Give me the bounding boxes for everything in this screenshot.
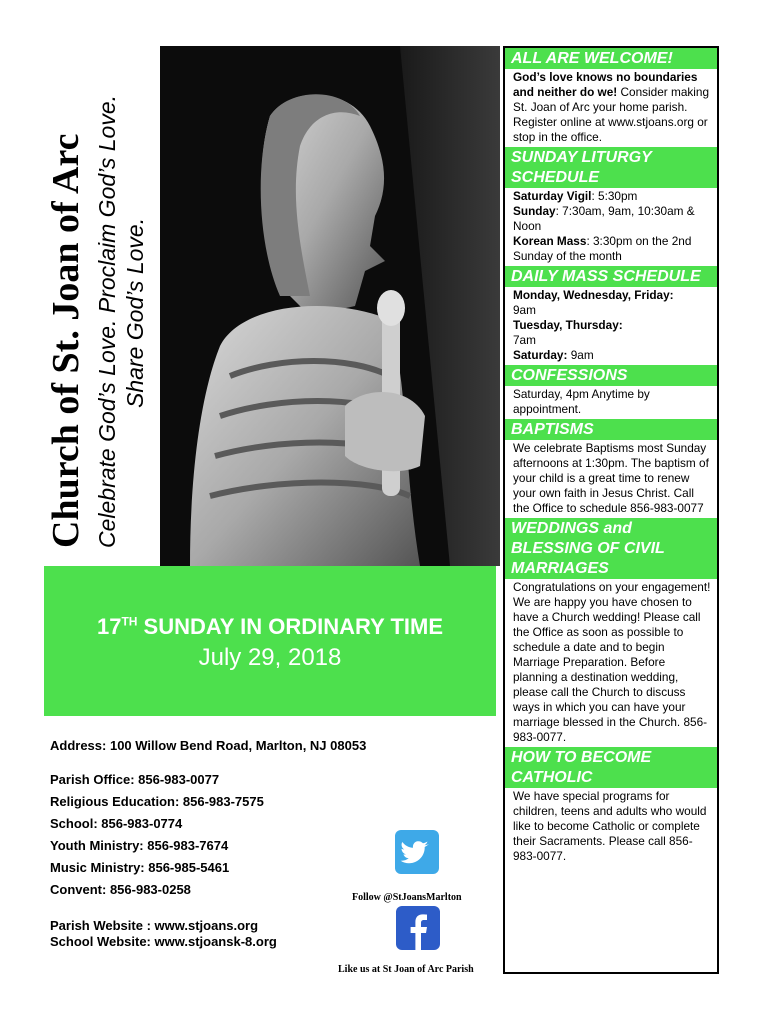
welcome-bold: God’s love knows no boundaries and neither do we! xyxy=(513,70,698,99)
banner-date: July 29, 2018 xyxy=(198,644,342,671)
church-title: Church of St. Joan of Arc xyxy=(45,133,87,548)
baptisms-heading: BAPTISMS xyxy=(503,419,719,440)
korean-mass-label: Korean Mass xyxy=(513,234,587,248)
music-ministry-phone: Music Ministry: 856-985-5461 xyxy=(50,860,230,875)
welcome-body xyxy=(505,69,717,147)
parish-website[interactable]: Parish Website : www.stjoans.org xyxy=(50,918,259,933)
sunday-times: : 7:30am, 9am, 10:30am & Noon xyxy=(513,204,695,233)
facebook-f-glyph xyxy=(396,906,440,950)
parish-office-phone: Parish Office: 856-983-0077 xyxy=(50,772,220,787)
daily-saturday-label: Saturday: xyxy=(513,348,568,362)
religious-education-phone: Religious Education: 856-983-7575 xyxy=(50,794,264,809)
tagline-line1: Celebrate God’s Love. Proclaim God’s Love. xyxy=(94,94,120,548)
become-catholic-body: We have special programs for children, teens and adults who would like to become Catholic or complete their Sacraments. Please call 856-983-0077. xyxy=(513,789,707,863)
info-column xyxy=(503,46,719,974)
baptisms-body: We celebrate Baptisms most Sunday afternoons at 1:30pm. The baptism of your child is a great time to renew your own faith in Jesus Christ. Call the Office to schedule 856-983-0077 xyxy=(513,441,709,515)
confessions-body: Saturday, 4pm Anytime by appointment. xyxy=(513,387,650,416)
tagline-line2: Share God’s Love. xyxy=(122,217,148,408)
mwf-label: Monday, Wednesday, Friday: xyxy=(513,288,674,302)
address: Address: 100 Willow Bend Road, Marlton, NJ 08053 xyxy=(50,738,367,753)
statue-illustration xyxy=(160,46,500,566)
confessions-heading: CONFESSIONS xyxy=(503,365,719,386)
twitter-caption[interactable]: Follow @StJoansMarlton xyxy=(352,892,462,903)
banner-title-text: SUNDAY IN ORDINARY TIME xyxy=(137,614,444,639)
weddings-heading: WEDDINGS and BLESSING OF CIVIL MARRIAGES xyxy=(503,518,719,579)
liturgy-heading: SUNDAY LITURGY SCHEDULE xyxy=(503,147,719,188)
mwf-time: 9am xyxy=(513,303,536,317)
school-phone: School: 856-983-0774 xyxy=(50,816,183,831)
daily-mass-heading: DAILY MASS SCHEDULE xyxy=(503,266,719,287)
welcome-heading: ALL ARE WELCOME! xyxy=(503,48,719,69)
facebook-caption[interactable]: Like us at St Joan of Arc Parish xyxy=(338,964,474,975)
korean-mass-time: : 3:30pm on the 2nd Sunday of the month xyxy=(513,234,692,263)
banner-title xyxy=(44,614,496,640)
banner-title-suffix: TH xyxy=(121,614,138,629)
twitter-icon[interactable] xyxy=(395,830,439,874)
welcome-text: Consider making St. Joan of Arc your home parish. Register online at www.stjoans.org or stop in the office. xyxy=(513,85,710,144)
youth-ministry-phone: Youth Ministry: 856-983-7674 xyxy=(50,838,229,853)
saturday-vigil-label: Saturday Vigil xyxy=(513,189,592,203)
daily-saturday-time: 9am xyxy=(567,348,594,362)
convent-phone: Convent: 856-983-0258 xyxy=(50,882,191,897)
tt-time: 7am xyxy=(513,333,536,347)
banner-title-number: 17 xyxy=(96,614,122,639)
tt-label: Tuesday, Thursday: xyxy=(513,318,623,332)
sunday-banner xyxy=(44,566,496,716)
statue-photo xyxy=(160,46,500,566)
weddings-body: Congratulations on your engagement! We are happy you have chosen to have a Church wedding! Please call the Office as soon as possible to schedule a date and to begin Marriage Preparation. Before planning a destination wedding, please call the Church to discuss ways in which you can have your marriage blessed in the Church. 856-983-0077. xyxy=(513,580,711,744)
saturday-vigil-time: : 5:30pm xyxy=(591,189,638,203)
twitter-bird-glyph xyxy=(395,830,439,874)
title-block xyxy=(36,58,156,558)
daily-mass-body xyxy=(505,287,717,365)
facebook-icon[interactable] xyxy=(396,906,440,950)
sunday-label: Sunday xyxy=(513,204,556,218)
school-website[interactable]: School Website: www.stjoansk-8.org xyxy=(50,934,277,949)
liturgy-body xyxy=(505,188,717,266)
become-catholic-heading: HOW TO BECOME CATHOLIC xyxy=(503,747,719,788)
